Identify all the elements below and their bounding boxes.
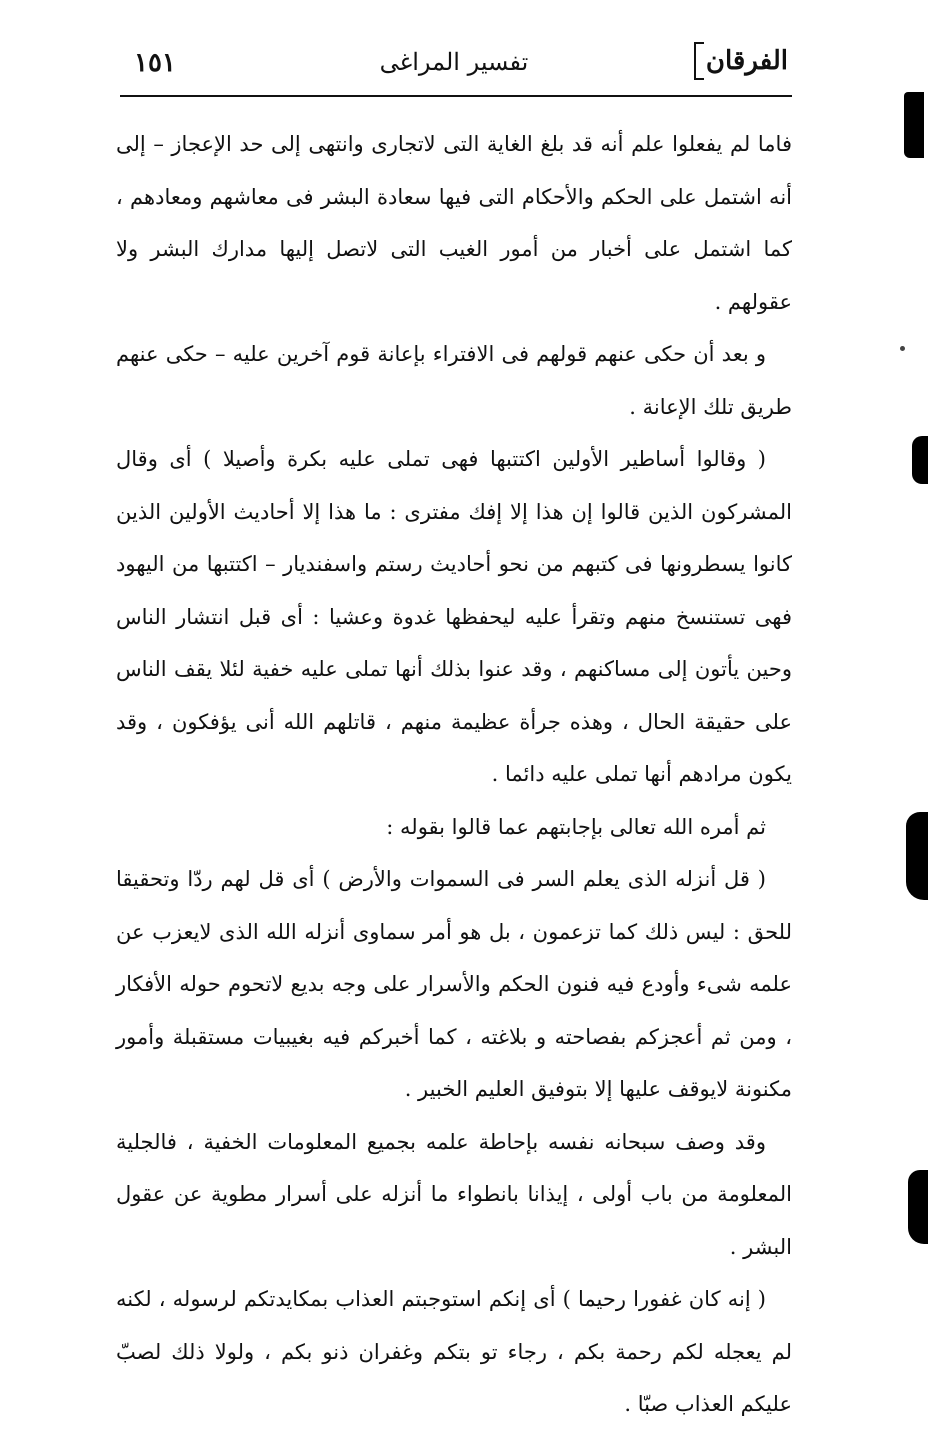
scan-edge-mark	[904, 92, 924, 158]
scan-edge-mark	[906, 812, 928, 900]
book-title: تفسير المراغى	[379, 48, 529, 76]
surah-name: الفرقان	[705, 46, 788, 76]
paragraph: ( إنه كان غفورا رحيما ) أى إنكم استوجبتم العذاب بمكايدتكم لرسوله ، لكنه لم يعجله لكم رحمة بكم ، رجاء تو بتكم وغفران ذنو بكم ، ولولا ذلك لصبّ عليكم العذاب صبّا .	[116, 1287, 792, 1416]
page-header	[120, 40, 788, 92]
paragraph: وقد وصف سبحانه نفسه بإحاطة علمه بجميع المعلومات الخفية ، فالجلية المعلومة من باب أولى ، إيذانا بانطواء ما أنزله على أسرار مطوية عن عقول البشر .	[116, 1129, 792, 1259]
paragraph: ( وقالوا أساطير الأولين اكتتبها فهى تملى عليه بكرة وأصيلا ) أى وقال المشركون الذين قالوا إن هذا إلا إفك مفترى : ما هذا إلا أحاديث الأولين الذين كانوا يسطرونها فى كتبهم من نحو أحاديث رستم واسفنديار – اكتتبها من اليهود فهى تستنسخ منهم وتقرأ عليه ليحفظها غدوة وعشيا : أى قبل انتشار الناس وحين يأتون إلى مساكنهم ، وقد عنوا بذلك أنها تملى عليه خفية لئلا يقف الناس على حقيقة الحال ، وهذه جرأة عظيمة منهم ، قاتلهم الله أنى يؤفكون ، وقد يكون مرادهم أنها تملى عليه دائما .	[116, 447, 792, 786]
paragraph: ( قل أنزله الذى يعلم السر فى السموات والأرض ) أى قل لهم ردّا وتحقيقا للحق : ليس ذلك كما تزعمون ، بل هو أمر سماوى أنزله الله الذى لايعزب عن علمه شىء وأودع فيه فنون الحكم والأسرار على وجه بديع لاتحوم حوله الأفكار ، ومن ثم أعجزكم بفصاحته و بلاغته ، كما أخبركم فيه بغيبيات مستقبلة وأمور مكنونة لايوقف عليها إلا بتوفيق العليم الخبير .	[116, 867, 792, 1101]
scan-speck	[900, 346, 905, 351]
paragraph: فاما لم يفعلوا علم أنه قد بلغ الغاية التى لاتجارى وانتهى إلى حد الإعجاز – إلى أنه اشتمل على الحكم والأحكام التى فيها سعادة البشر فى معاشهم ومعادهم ، كما اشتمل على أخبار من أمور الغيب التى لاتصل إليها مدارك البشر ولا عقولهم .	[116, 132, 792, 314]
scan-edge-mark	[912, 436, 928, 484]
paragraph: ثم أمره الله تعالى بإجابتهم عما قالوا بقوله :	[386, 814, 766, 839]
page-number: ١٥١	[134, 48, 176, 78]
page-body	[116, 118, 792, 1431]
paragraph: و بعد أن حكى عنهم قولهم فى الافتراء بإعانة قوم آخرين عليه – حكى عنهم طريق تلك الإعانة .	[116, 342, 792, 419]
scan-edge-mark	[908, 1170, 928, 1244]
header-rule	[120, 95, 792, 97]
